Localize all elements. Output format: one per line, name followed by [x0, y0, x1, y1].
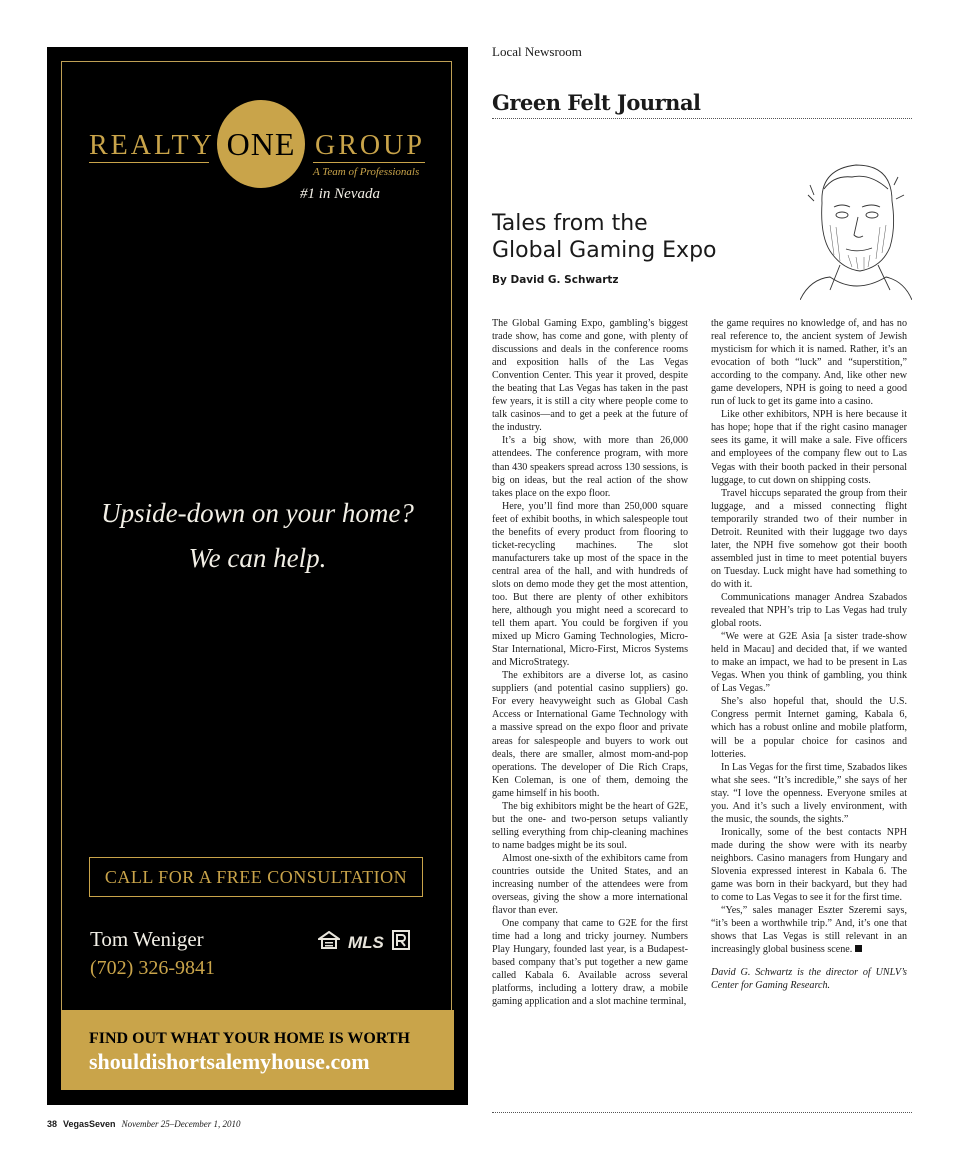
headline-line2: Global Gaming Expo: [492, 238, 717, 263]
agent-phone: (702) 326-9841: [90, 957, 215, 979]
article-column-1: [492, 317, 688, 1008]
ad-headline-line1: Upside-down on your home?: [101, 498, 414, 528]
realtor-badges: [318, 930, 410, 955]
headline-line1: Tales from the: [492, 211, 648, 236]
paragraph: “We were at G2E Asia [a sister trade-show held in Macau] and decided that, if we wanted to make an impact, we had to be present in Las Vegas. When you think of gambling, you think of Las Vegas.”: [711, 631, 907, 695]
mls-logo: MLS: [348, 932, 384, 952]
paragraph: Like other exhibitors, NPH is here because it has hope; hope that if the right casino manager sees its game, it will make a sale. Five officers and employees of the company flew out to Las Vegas with their booth packed in their personal luggage, to cut down on shipping costs.: [711, 409, 907, 486]
ad-footer-url: shouldishortsalemyhouse.com: [89, 1049, 370, 1074]
paragraph: She’s also hopeful that, should the U.S. Congress permit Internet gaming, Kabala 6, which has a robust online and mobile platform, will be a popular choice for casinos and lotteries.: [711, 696, 907, 760]
byline: By David G. Schwartz: [492, 274, 619, 286]
ad-footer-line1: FIND OUT WHAT YOUR HOME IS WORTH: [89, 1030, 410, 1047]
column-title: Green Felt Journal: [492, 90, 701, 115]
logo-word-right: GROUP: [315, 130, 425, 161]
paragraph: It’s a big show, with more than 26,000 attendees. The conference program, with more than 430 speakers spread across 130 sessions, is big on ideas, but the real action of the show takes place on the expo floor.: [492, 435, 688, 499]
closing-paragraph: “Yes,” sales manager Eszter Szeremi says, “it’s been a worthwhile trip.” And, it’s one that shows that Las Vegas is still relevant in an increasingly global business scene.: [711, 905, 907, 956]
ad-footer-banner: [61, 1010, 454, 1090]
realtor-icon: [392, 930, 410, 955]
paragraph: the game requires no knowledge of, and has no real reference to, the ancient system of Jewish mysticism for which it is named. Rather, it’s an evocation of both “luck” and “superstition,” according to the company. And, like other new game developers, NPH is going to need a good run of luck to get its game into a casino.: [711, 318, 907, 408]
article-column-2: [711, 317, 907, 992]
paragraph: Travel hiccups separated the group from their luggage, and a missed connecting flight temporarily stranded two of their number in Detroit. Reunited with their luggage two days later, the NPH five somehow got their booth assembled just in time to meet potential buyers on Tuesday. Luck might have had something to do with it.: [711, 487, 907, 590]
consultation-cta: CALL FOR A FREE CONSULTATION: [89, 857, 423, 897]
page-number: 38: [47, 1119, 58, 1129]
article-headline: [492, 210, 752, 264]
logo-tagline: A Team of Professionals: [313, 166, 420, 178]
magazine-name: VegasSeven: [63, 1119, 116, 1129]
ad-rank: #1 in Nevada: [300, 186, 380, 202]
paragraph: The big exhibitors might be the heart of G2E, but the one- and two-person setups valiantly selling everything from chip-cleaning machines to name badges might be its soul.: [492, 800, 688, 851]
logo-word-center: ONE: [226, 125, 296, 162]
agent-name: Tom Weniger: [90, 927, 204, 951]
paragraph: [711, 904, 907, 956]
paragraph: The exhibitors are a diverse lot, as casino suppliers (and potential casino suppliers) go. For every heavyweight such as Global Cash Access or International Game Technology with a massive spread on the expo floor and private areas for salespeople and buyers to work out deals, there are smaller, almost mom-and-pop operations. The developer of Die Rich Craps, Ken Coleman, is one of them, demoing the game himself in his booth.: [492, 670, 688, 799]
paragraph: Here, you’ll find more than 250,000 square feet of exhibit booths, in which salespeople tout the benefits of every product from flooring to ticket-recycling machines. The slot manufacturers take up most of the space in the central area of the hall, and with hundreds of slots on demo mode they get the most attention, too. But there are plenty of other exhibitors here, although you might need a scorecard to tell them apart. You could be forgiven if you mixed up Micro Gaming Technologies, Micro-Star International, Micro-First, Micros Systems and MicroStrategy.: [492, 500, 688, 669]
paragraph: Communications manager Andrea Szabados revealed that NPH’s trip to Las Vegas had truly global roots.: [711, 591, 907, 630]
paragraph: The Global Gaming Expo, gambling’s biggest trade show, has come and gone, with plenty of discussions and deals in the conference rooms and exposition halls of the Las Vegas Convention Center. This year it proved, despite the beating that Las Vegas has taken in the past few years, it is still a city where people come to talk casinos—and to get a peek at the future of the industry.: [492, 318, 688, 434]
paragraph: Almost one-sixth of the exhibitors came from countries outside the United States, and an increasing number of the attendees were from overseas, giving the show a more international flavor than ever.: [492, 852, 688, 917]
issue-date: November 25–December 1, 2010: [121, 1119, 241, 1129]
paragraph: One company that came to G2E for the first time had a long and tricky journey. Numbers Play Hungary, founded last year, is a Budapest-based company that’s put together a new game called Kabala 6. Available across several platforms, including a lottery draw, a mobile gaming application and a slot machine terminal,: [492, 918, 688, 1008]
author-portrait-sketch: [800, 155, 912, 300]
equal-housing-icon: [318, 931, 340, 954]
paragraph: In Las Vegas for the first time, Szabados likes what she sees. “It’s incredible,” she says of her stay. “I love the openness. Everyone smiles at you. And it’s such a lively environment, with the music, the sounds, the sights.”: [711, 761, 907, 825]
end-mark-icon: [855, 945, 862, 952]
section-label: Local Newsroom: [492, 44, 582, 59]
realty-one-group-logo: [89, 100, 429, 200]
logo-word-left: REALTY: [89, 130, 215, 161]
title-divider: [492, 118, 912, 119]
logo-circle: [217, 100, 305, 188]
ad-headline-line2: We can help.: [188, 543, 327, 573]
author-bio: David G. Schwartz is the director of UNLV’s Center for Gaming Research.: [711, 967, 907, 992]
bottom-divider: [492, 1112, 912, 1113]
page-footer: [47, 1119, 241, 1129]
paragraph: Ironically, some of the best contacts NPH made during the show were with its nearby neighbors. Casino managers from Hungary and Slovenia expressed interest in Kabala 6. The game was born in their backyard, but they had to come to Las Vegas to see it for the first time.: [711, 826, 907, 904]
